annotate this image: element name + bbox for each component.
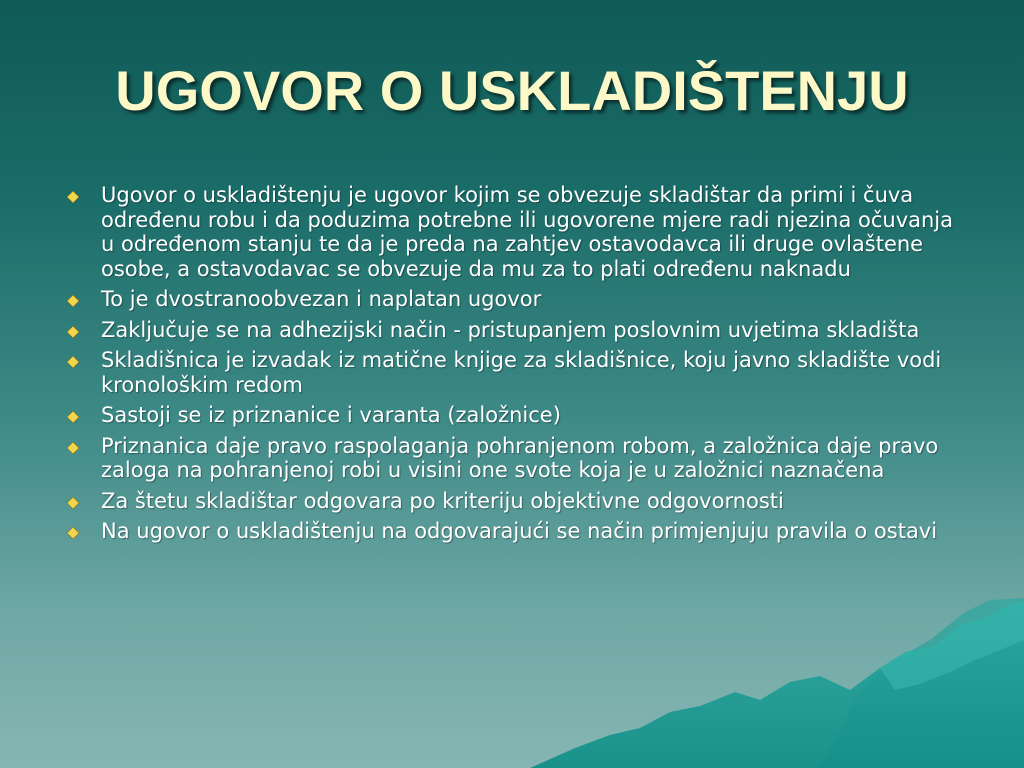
bullet-item	[64, 183, 964, 281]
bullet-item	[64, 434, 964, 483]
bullet-item	[64, 519, 964, 544]
bullet-text: Sastoji se iz priznanice i varanta (založnice)	[101, 403, 561, 427]
bullet-item	[64, 318, 964, 343]
bullet-item	[64, 489, 964, 514]
diamond-bullet-icon	[67, 411, 79, 423]
diamond-bullet-icon	[67, 527, 79, 539]
diamond-bullet-icon	[67, 356, 79, 368]
bullet-item	[64, 348, 964, 397]
diamond-bullet-icon	[67, 442, 79, 454]
bullet-text: Za štetu skladištar odgovara po kriteriju objektivne odgovornosti	[101, 488, 784, 513]
diamond-bullet-icon	[67, 497, 79, 509]
bullet-text: Na ugovor o uskladištenju na odgovarajući se način primjenjuju pravila o ostavi	[101, 519, 938, 543]
bullet-text: Priznanica daje pravo raspolaganja pohranjenom robom, a založnica daje pravo zaloga na pohranjenoj robi u visini one svote koja je u založnici naznačena	[101, 433, 939, 482]
diamond-bullet-icon	[67, 191, 79, 203]
diamond-bullet-icon	[67, 295, 79, 307]
bullet-text: Skladišnica je izvadak iz matične knjige za skladišnice, koju javno skladište vodi kronološkim redom	[101, 348, 942, 397]
slide-title: UGOVOR O USKLADIŠTENJU	[115, 59, 909, 122]
diamond-bullet-icon	[67, 326, 79, 338]
bullet-text: Zaključuje se na adhezijski način - pristupanjem poslovnim uvjetima skladišta	[101, 317, 920, 342]
bullet-item	[64, 403, 964, 428]
bullet-item	[64, 287, 964, 312]
bullet-text: Ugovor o uskladištenju je ugovor kojim se obvezuje skladištar da primi i čuva određenu robu i da poduzima potrebne ili ugovorene mjere radi njezina očuvanja u određenom stanju te da je preda na zahtjev ostavodavca ili druge ovlaštene osobe, a ostavodavac se obvezuje da mu za to plati određenu naknadu	[101, 183, 953, 281]
bullet-list	[64, 183, 964, 550]
bullet-text: To je dvostranoobvezan i naplatan ugovor	[101, 287, 542, 311]
